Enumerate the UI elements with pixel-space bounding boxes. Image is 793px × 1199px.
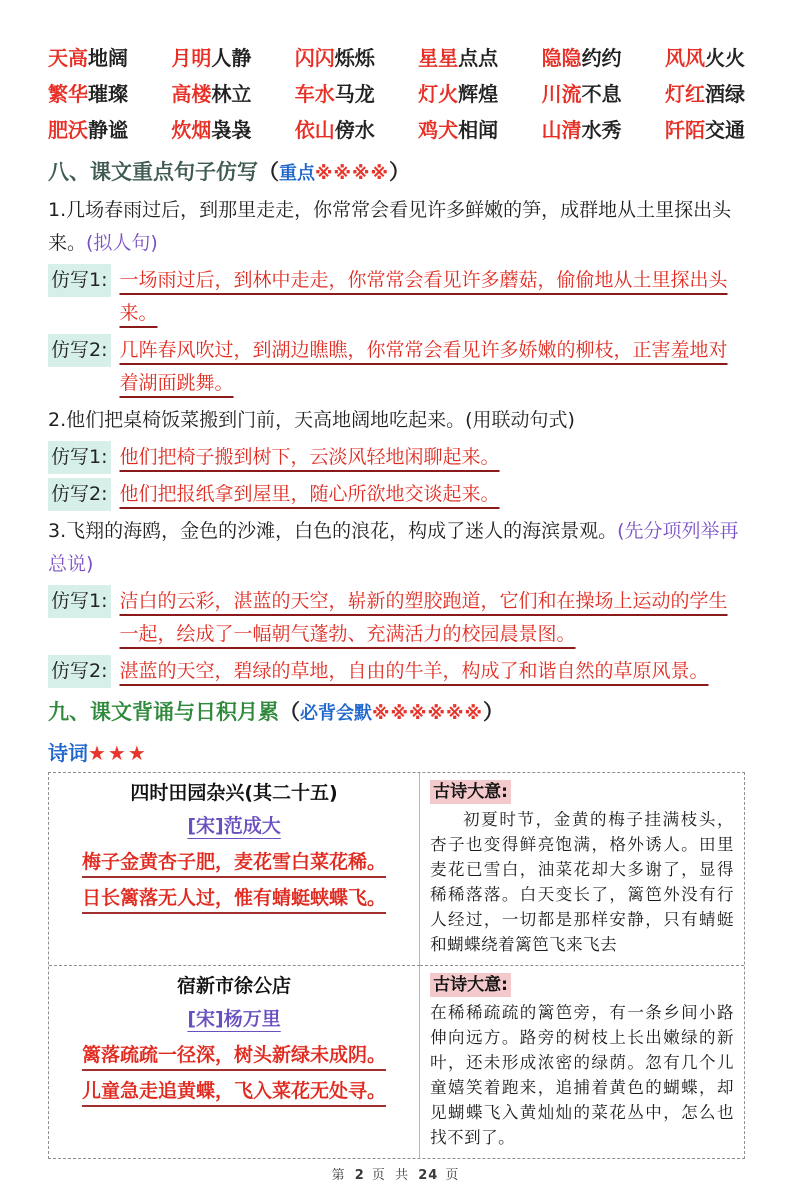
meaning-cell-2 xyxy=(420,965,744,1158)
imitation-answer xyxy=(48,478,745,511)
importance-tag: 重点 xyxy=(279,163,315,184)
idiom xyxy=(542,112,622,148)
imitation-answer xyxy=(48,264,745,330)
imitation-text: 他们把报纸拿到屋里，随心所欲地交谈起来。 xyxy=(119,483,500,505)
question-1-annotation: (拟人句) xyxy=(86,232,158,254)
idiom-red-part: 风风 xyxy=(664,46,705,70)
poem-line: 日长篱落无人过，惟有蜻蜓蛱蝶飞。 xyxy=(82,887,387,909)
idiom xyxy=(665,112,745,148)
idiom-row xyxy=(48,40,745,76)
imitation-label: 仿写1: xyxy=(48,585,111,618)
imitation-text: 几阵春风吹过，到湖边瞧瞧，你常常会看见许多娇嫩的柳枝，正害羞地对着湖面跳舞。 xyxy=(119,339,728,394)
idiom-red-part: 车水 xyxy=(294,82,335,106)
idiom xyxy=(418,76,498,112)
idiom-red-part: 高楼 xyxy=(171,82,212,106)
idiom-black-part: 马龙 xyxy=(334,82,375,106)
idiom-black-part: 火火 xyxy=(704,46,745,70)
imitation-text: 一场雨过后，到林中走走，你常常会看见许多蘑菇，偷偷地从土里探出头来。 xyxy=(119,269,728,324)
memorize-marks: ※※※※※※ xyxy=(372,703,483,724)
idiom-red-part: 灯火 xyxy=(418,82,459,106)
meaning-label: 古诗大意: xyxy=(430,973,511,997)
meaning-text: 初夏时节，金黄的梅子挂满枝头，杏子也变得鲜亮饱满，格外诱人。田里麦花已雪白，油菜花却大多谢了，显得稀稀落落。白天变长了，篱笆外没有行人经过，一切都是那样安静，只有蜻蜓和蝴蝶绕着篱笆飞来飞去 xyxy=(430,810,734,954)
idiom xyxy=(171,76,251,112)
poem-title: 宿新市徐公店 xyxy=(177,975,292,997)
idiom-red-part: 鸡犬 xyxy=(418,118,459,142)
idiom-red-part: 月明 xyxy=(171,46,212,70)
idiom xyxy=(665,76,745,112)
idiom-black-part: 傍水 xyxy=(334,118,375,142)
question-2-annotation: (用联动句式) xyxy=(465,409,575,431)
imitation-label: 仿写2: xyxy=(48,655,111,688)
idiom-red-part: 阡陌 xyxy=(664,118,705,142)
section-8-heading xyxy=(48,157,745,189)
memorize-tag: 必背会默 xyxy=(300,703,372,724)
idiom-black-part: 人静 xyxy=(211,46,252,70)
idiom-black-part: 酒绿 xyxy=(704,82,745,106)
idiom-black-part: 点点 xyxy=(458,46,499,70)
poem-line: 梅子金黄杏子肥，麦花雪白菜花稀。 xyxy=(82,851,387,873)
poem-cell-2 xyxy=(49,965,420,1158)
idiom-black-part: 林立 xyxy=(211,82,252,106)
meaning-cell-1 xyxy=(420,773,744,965)
poetry-label-text: 诗词 xyxy=(48,741,88,765)
idiom-black-part: 地阔 xyxy=(88,46,128,70)
question-2-text: 2.他们把桌椅饭菜搬到门前，天高地阔地吃起来。 xyxy=(48,409,466,431)
idiom-black-part: 璀璨 xyxy=(88,82,128,106)
idiom-black-part: 水秀 xyxy=(581,118,622,142)
question-3-annotation: (先分项列举再总说) xyxy=(48,520,739,575)
idiom-red-part: 川流 xyxy=(541,82,582,106)
idiom xyxy=(542,76,622,112)
idiom-black-part: 烁烁 xyxy=(334,46,375,70)
idiom xyxy=(48,76,128,112)
poem-cell-1 xyxy=(49,773,420,965)
idiom-black-part: 不息 xyxy=(581,82,622,106)
idiom xyxy=(665,40,745,76)
imitation-answer xyxy=(48,585,745,651)
idiom xyxy=(295,40,375,76)
section-9-heading xyxy=(48,697,745,729)
idiom-row xyxy=(48,76,745,112)
poetry-table xyxy=(48,772,745,1159)
poetry-label xyxy=(48,737,745,766)
poem-line: 篱落疏疏一径深，树头新绿未成阴。 xyxy=(82,1044,387,1066)
footer-suffix: 页 xyxy=(445,1168,462,1183)
idiom-red-part: 依山 xyxy=(294,118,335,142)
footer-middle: 页 共 xyxy=(371,1168,412,1183)
idiom-red-part: 隐隐 xyxy=(541,46,582,70)
poem-author: [宋]杨万里 xyxy=(187,1008,281,1030)
question-1 xyxy=(48,194,745,260)
imitation-answer xyxy=(48,441,745,474)
question-2 xyxy=(48,404,745,437)
idiom xyxy=(295,76,375,112)
idiom xyxy=(48,40,128,76)
idiom-row xyxy=(48,112,745,148)
idiom-red-part: 炊烟 xyxy=(171,118,212,142)
idiom-black-part: 辉煌 xyxy=(458,82,499,106)
question-3-text: 3.飞翔的海鸥，金色的沙滩，白色的浪花，构成了迷人的海滨景观。 xyxy=(48,520,618,542)
idiom-red-part: 灯红 xyxy=(664,82,705,106)
poem-title: 四时田园杂兴(其二十五) xyxy=(130,782,338,804)
imitation-text: 他们把椅子搬到树下，云淡风轻地闲聊起来。 xyxy=(119,446,500,468)
poem-line: 儿童急走追黄蝶，飞入菜花无处寻。 xyxy=(82,1080,387,1102)
idiom-red-part: 繁华 xyxy=(48,82,88,106)
meaning-text: 在稀稀疏疏的篱笆旁，有一条乡间小路伸向远方。路旁的树枝上长出嫩绿的新叶，还未形成浓密的绿荫。忽有几个儿童嬉笑着跑来，追捕着黄色的蝴蝶，却见蝴蝶飞入黄灿灿的菜花丛中，怎么也找不到了。 xyxy=(430,1003,734,1147)
imitation-label: 仿写1: xyxy=(48,264,111,297)
idiom xyxy=(542,40,622,76)
page-footer xyxy=(0,1164,793,1183)
idiom xyxy=(171,40,251,76)
poem-author: [宋]范成大 xyxy=(187,815,281,837)
section-8-title: 八、课文重点句子仿写 xyxy=(48,160,258,184)
imitation-label: 仿写1: xyxy=(48,441,111,474)
idiom-black-part: 静谧 xyxy=(88,118,128,142)
importance-marks: ※※※※ xyxy=(315,163,389,184)
question-3 xyxy=(48,515,745,581)
idiom xyxy=(48,112,128,148)
idiom-black-part: 约约 xyxy=(581,46,622,70)
idiom xyxy=(171,112,251,148)
imitation-label: 仿写2: xyxy=(48,334,111,367)
section-9-title: 九、课文背诵与日积月累 xyxy=(48,700,279,724)
paren-close: ） xyxy=(389,160,410,184)
idiom xyxy=(418,112,498,148)
imitation-label: 仿写2: xyxy=(48,478,111,511)
idiom xyxy=(418,40,498,76)
idiom-red-part: 肥沃 xyxy=(48,118,88,142)
paren-open: （ xyxy=(258,160,279,184)
paren-close: ） xyxy=(483,700,504,724)
idiom xyxy=(295,112,375,148)
star-rating: ★★★ xyxy=(88,741,148,765)
idiom-red-part: 闪闪 xyxy=(294,46,335,70)
imitation-text: 洁白的云彩，湛蓝的天空，崭新的塑胶跑道，它们和在操场上运动的学生一起，绘成了一幅朝气蓬勃、充满活力的校园晨景图。 xyxy=(119,590,728,645)
meaning-label: 古诗大意: xyxy=(430,780,511,804)
idiom-black-part: 交通 xyxy=(704,118,745,142)
idiom-red-part: 星星 xyxy=(418,46,459,70)
current-page-number: 2 xyxy=(354,1168,365,1183)
imitation-answer xyxy=(48,334,745,400)
idiom-black-part: 相闻 xyxy=(458,118,499,142)
idiom-black-part: 袅袅 xyxy=(211,118,252,142)
total-page-number: 24 xyxy=(418,1168,439,1183)
imitation-text: 湛蓝的天空，碧绿的草地，自由的牛羊，构成了和谐自然的草原风景。 xyxy=(119,660,709,682)
question-1-text: 1.几场春雨过后，到那里走走，你常常会看见许多鲜嫩的笋，成群地从土里探出头来。 xyxy=(48,199,732,254)
imitation-answer xyxy=(48,655,745,688)
paren-open: （ xyxy=(279,700,300,724)
idiom-red-part: 天高 xyxy=(48,46,88,70)
idiom-red-part: 山清 xyxy=(541,118,582,142)
footer-prefix: 第 xyxy=(331,1168,348,1183)
